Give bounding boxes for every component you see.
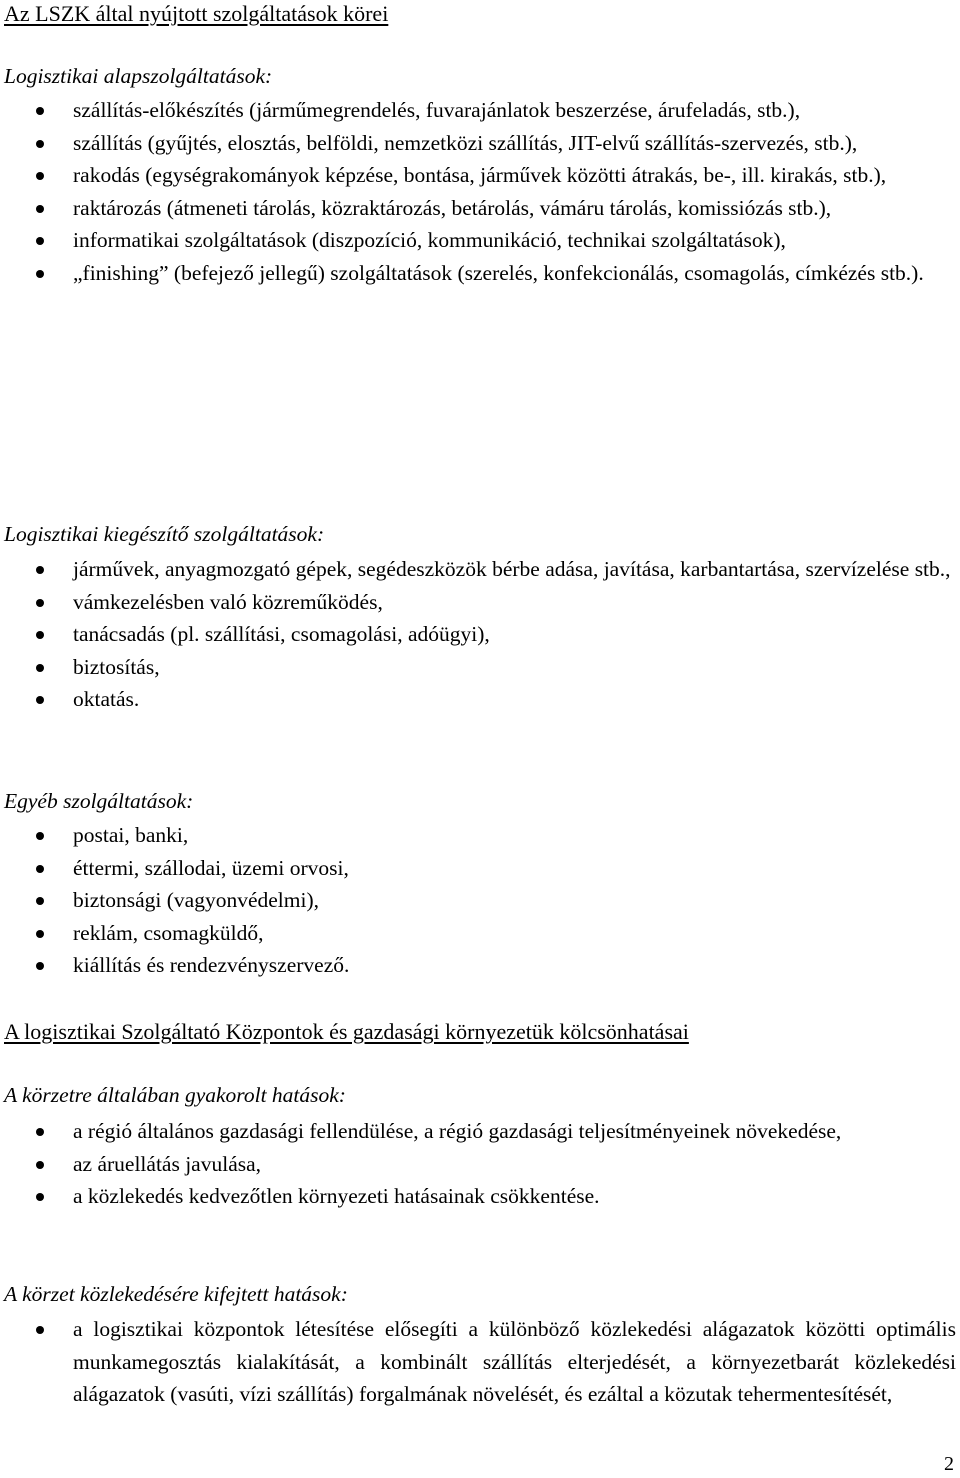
bullet-icon <box>36 930 44 938</box>
list-item: tanácsadás (pl. szállítási, csomagolási, adóügyi), <box>0 618 956 651</box>
bullet-icon <box>36 865 44 873</box>
bullet-icon <box>36 897 44 905</box>
list-item: szállítás-előkészítés (járműmegrendelés, fuvarajánlatok beszerzése, árufeladás, stb.), <box>0 94 956 127</box>
list-item: raktározás (átmeneti tárolás, közraktározás, betárolás, vámáru tárolás, komissiózás stb.), <box>0 192 956 225</box>
bullet-icon <box>36 237 44 245</box>
bullet-icon <box>36 599 44 607</box>
list-item: vámkezelésben való közreműködés, <box>0 586 956 619</box>
list-item: oktatás. <box>0 683 956 716</box>
list-item: reklám, csomagküldő, <box>0 917 956 950</box>
list-item: postai, banki, <box>0 819 956 852</box>
bullet-icon <box>36 172 44 180</box>
list-item: a közlekedés kedvezőtlen környezeti hatásainak csökkentése. <box>0 1180 956 1213</box>
list-region-effects <box>0 1115 956 1213</box>
list-item: informatikai szolgáltatások (diszpozíció, kommunikáció, technikai szolgáltatások), <box>0 224 956 257</box>
bullet-icon <box>36 1326 44 1334</box>
list-item: éttermi, szállodai, üzemi orvosi, <box>0 852 956 885</box>
bullet-icon <box>36 1161 44 1169</box>
list-item: kiállítás és rendezvényszervező. <box>0 949 956 982</box>
bullet-icon <box>36 962 44 970</box>
list-item: a régió általános gazdasági fellendülése, a régió gazdasági teljesítményeinek növekedése, <box>0 1115 956 1148</box>
list-other-services <box>0 819 956 982</box>
bullet-icon <box>36 664 44 672</box>
list-item: biztonsági (vagyonvédelmi), <box>0 884 956 917</box>
bullet-icon <box>36 140 44 148</box>
page-number: 2 <box>944 1453 954 1475</box>
bullet-icon <box>36 631 44 639</box>
bullet-icon <box>36 107 44 115</box>
heading-other-services: Egyéb szolgáltatások: <box>4 789 194 813</box>
bullet-icon <box>36 1193 44 1201</box>
list-item: az áruellátás javulása, <box>0 1148 956 1181</box>
heading-basic-services: Logisztikai alapszolgáltatások: <box>4 64 273 88</box>
heading-region-effects: A körzetre általában gyakorolt hatások: <box>4 1083 346 1107</box>
bullet-icon <box>36 1128 44 1136</box>
bullet-icon <box>36 696 44 704</box>
list-item: szállítás (gyűjtés, elosztás, belföldi, nemzetközi szállítás, JIT-elvű szállítás-szervezés, stb.), <box>0 127 956 160</box>
heading-transport-effects: A körzet közlekedésére kifejtett hatások: <box>4 1282 348 1306</box>
bullet-icon <box>36 832 44 840</box>
list-item: járművek, anyagmozgató gépek, segédeszközök bérbe adása, javítása, karbantartása, szervízelése stb., <box>0 553 956 586</box>
heading-supplementary-services: Logisztikai kiegészítő szolgáltatások: <box>4 522 325 546</box>
list-item: rakodás (egységrakományok képzése, bontása, járművek közötti átrakás, be-, ill. kirakás, stb.), <box>0 159 956 192</box>
list-supplementary-services <box>0 553 956 716</box>
list-basic-services <box>0 94 956 289</box>
bullet-icon <box>36 270 44 278</box>
section-title-interactions: A logisztikai Szolgáltató Központok és gazdasági környezetük kölcsönhatásai <box>4 1019 689 1044</box>
section-title-services: Az LSZK által nyújtott szolgáltatások körei <box>4 1 389 26</box>
bullet-icon <box>36 205 44 213</box>
list-transport-effects <box>0 1313 956 1411</box>
list-item: biztosítás, <box>0 651 956 684</box>
bullet-icon <box>36 566 44 574</box>
list-item: a logisztikai központok létesítése elősegíti a különböző közlekedési alágazatok közötti optimális munkamegosztás kialakítását, a kombinált szállítás elterjedését, a környezetbarát közlekedési alágazatok (vasúti, vízi szállítás) forgalmának növelését, és ezáltal a közutak tehermentesítését, <box>0 1313 956 1411</box>
list-item: „finishing” (befejező jellegű) szolgáltatások (szerelés, konfekcionálás, csomagolás, címkézés stb.). <box>0 257 956 290</box>
